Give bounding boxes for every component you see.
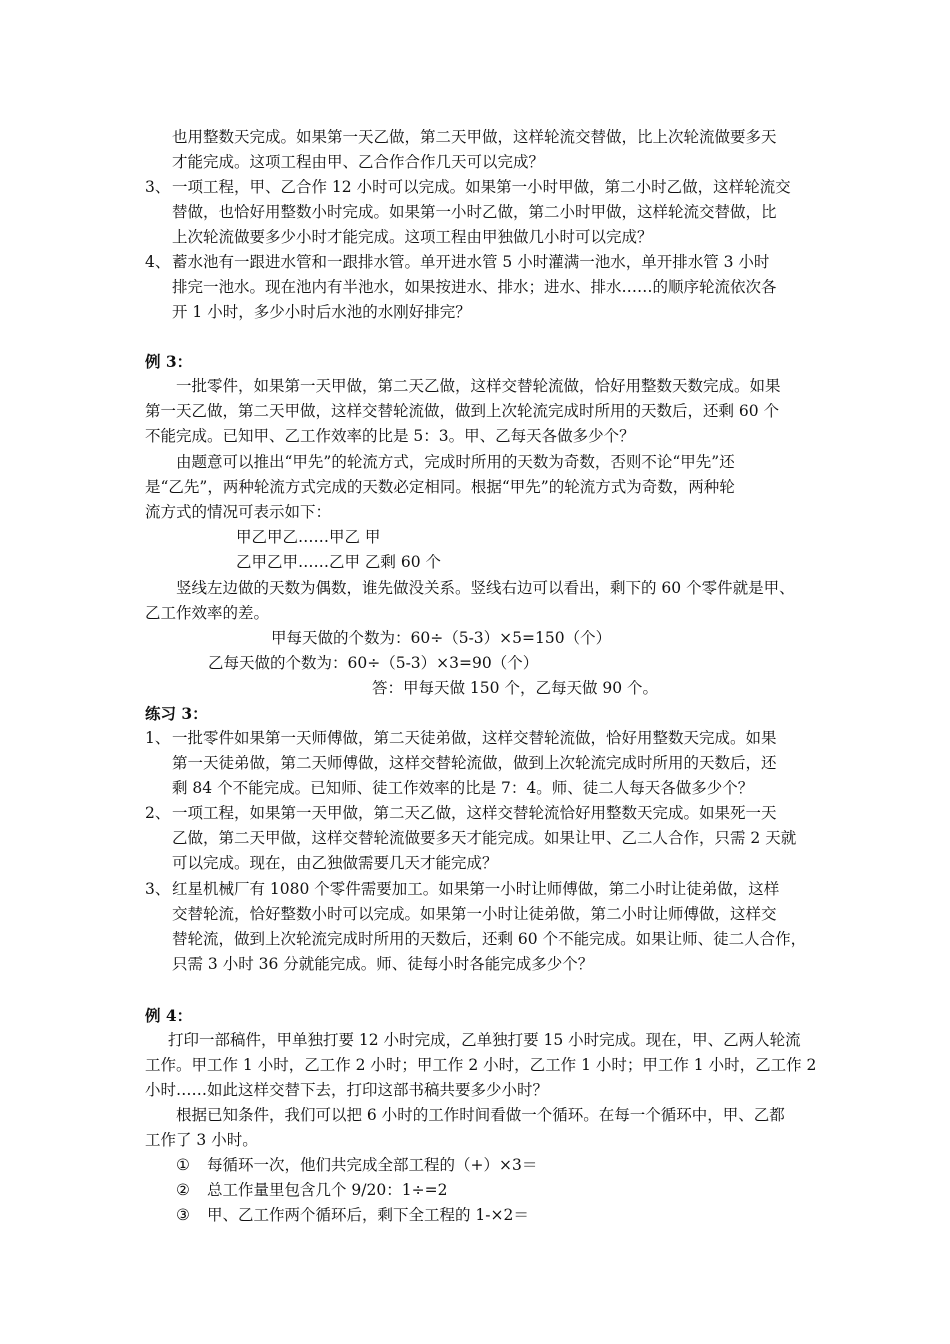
paragraph-line: 才能完成。这项工程由甲、乙合作合作几天可以完成？	[172, 153, 545, 171]
analysis-line: 流方式的情况可表示如下：	[145, 503, 332, 521]
explain-line: 竖线左边做的天数为偶数，谁先做没关系。竖线右边可以看出，剩下的 60 个零件就是甲、	[176, 579, 795, 597]
list-item-line: 交替轮流，恰好整数小时可以完成。如果第一小时让徒弟做，第二小时让师傅做，这样交	[172, 905, 777, 923]
list-item-line: 红星机械厂有 1080 个零件需要加工。如果第一小时让师傅做，第二小时让徒弟做，这样	[172, 880, 780, 898]
list-item-line: 第一天徒弟做，第二天师傅做，这样交替轮流做，做到上次轮流完成时所用的天数后，还	[172, 754, 777, 772]
list-item-line: 剩 84 个不能完成。已知师、徒工作效率的比是 7：4。师、徒二人每天各做多少个？	[172, 779, 754, 797]
problem-line: 第一天乙做，第二天甲做，这样交替轮流做，做到上次轮流完成时所用的天数后，还剩 60 个	[145, 402, 780, 420]
list-item-line: 只需 3 小时 36 分就能完成。师、徒每小时各能完成多少个？	[172, 955, 594, 973]
list-item-line: 蓄水池有一跟进水管和一跟排水管。单开进水管 5 小时灌满一池水，单开排水管 3 小时	[172, 253, 770, 271]
answer-line: 答：甲每天做 150 个，乙每天做 90 个。	[372, 679, 659, 697]
list-item-line: 替轮流，做到上次轮流完成时所用的天数后，还剩 60 个不能完成。如果让师、徒二人合作，	[172, 930, 807, 948]
list-item-line: 乙做，第二天甲做，这样交替轮流做要多天才能完成。如果让甲、乙二人合作，只需 2 天就	[172, 829, 797, 847]
problem-line: 小时……如此这样交替下去，打印这部书稿共要多少小时？	[145, 1081, 549, 1099]
list-item-line: 替做，也恰好用整数小时完成。如果第一小时乙做，第二小时甲做，这样轮流交替做，比	[172, 203, 777, 221]
step-marker: ③	[176, 1206, 190, 1224]
sequence-line: 乙甲乙甲……乙甲 乙剩 60 个	[236, 553, 442, 571]
problem-line: 一批零件，如果第一天甲做，第二天乙做，这样交替轮流做，恰好用整数天数完成。如果	[176, 377, 781, 395]
list-number: 2、	[145, 804, 171, 822]
list-number: 4、	[145, 253, 171, 271]
paragraph-line: 也用整数天完成。如果第一天乙做，第二天甲做，这样轮流交替做，比上次轮流做要多天	[172, 128, 777, 146]
explain-line: 乙工作效率的差。	[145, 604, 270, 622]
step-line: 总工作量里包含几个 9/20：1÷=2	[207, 1181, 448, 1199]
analysis-line: 工作了 3 小时。	[145, 1131, 258, 1149]
example-3-heading: 例 3：	[145, 352, 193, 371]
step-line: 每循环一次，他们共完成全部工程的（+）×3＝	[207, 1156, 538, 1174]
list-number: 3、	[145, 178, 171, 196]
list-item-line: 一项工程，甲、乙合作 12 小时可以完成。如果第一小时甲做，第二小时乙做，这样轮流交	[172, 178, 791, 196]
exercise-3-heading: 练习 3：	[145, 704, 208, 723]
calculation-line: 乙每天做的个数为：60÷（5-3）×3=90（个）	[208, 654, 539, 672]
list-item-line: 可以完成。现在，由乙独做需要几天才能完成？	[172, 854, 498, 872]
problem-line: 不能完成。已知甲、乙工作效率的比是 5：3。甲、乙每天各做多少个？	[145, 427, 635, 445]
list-number: 1、	[145, 729, 171, 747]
list-number: 3、	[145, 880, 171, 898]
analysis-line: 根据已知条件，我们可以把 6 小时的工作时间看做一个循环。在每一个循环中，甲、乙都	[176, 1106, 785, 1124]
list-item-line: 上次轮流做要多少小时才能完成。这项工程由甲独做几小时可以完成？	[172, 228, 653, 246]
step-line: 甲、乙工作两个循环后，剩下全工程的 1-×2＝	[207, 1206, 529, 1224]
example-4-heading: 例 4：	[145, 1006, 193, 1025]
list-item-line: 一批零件如果第一天师傅做，第二天徒弟做，这样交替轮流做，恰好用整数天完成。如果	[172, 729, 777, 747]
step-marker: ②	[176, 1181, 190, 1199]
list-item-line: 排完一池水。现在池内有半池水，如果按进水、排水；进水、排水……的顺序轮流依次各	[172, 278, 777, 296]
problem-line: 工作。甲工作 1 小时，乙工作 2 小时；甲工作 2 小时，乙工作 1 小时；甲工作 1 小时，乙工作 2	[145, 1056, 817, 1074]
analysis-line: 是“乙先”，两种轮流方式完成的天数必定相同。根据“甲先”的轮流方式为奇数，两种轮	[145, 478, 735, 496]
problem-line: 打印一部稿件，甲单独打要 12 小时完成，乙单独打要 15 小时完成。现在，甲、乙两人轮流	[168, 1031, 801, 1049]
step-marker: ①	[176, 1156, 190, 1174]
sequence-line: 甲乙甲乙……甲乙 甲	[236, 528, 381, 546]
analysis-line: 由题意可以推出“甲先”的轮流方式，完成时所用的天数为奇数，否则不论“甲先”还	[176, 453, 735, 471]
list-item-line: 开 1 小时，多少小时后水池的水刚好排完？	[172, 303, 471, 321]
list-item-line: 一项工程，如果第一天甲做，第二天乙做，这样交替轮流恰好用整数天完成。如果死一天	[172, 804, 777, 822]
calculation-line: 甲每天做的个数为：60÷（5-3）×5=150（个）	[271, 629, 612, 647]
